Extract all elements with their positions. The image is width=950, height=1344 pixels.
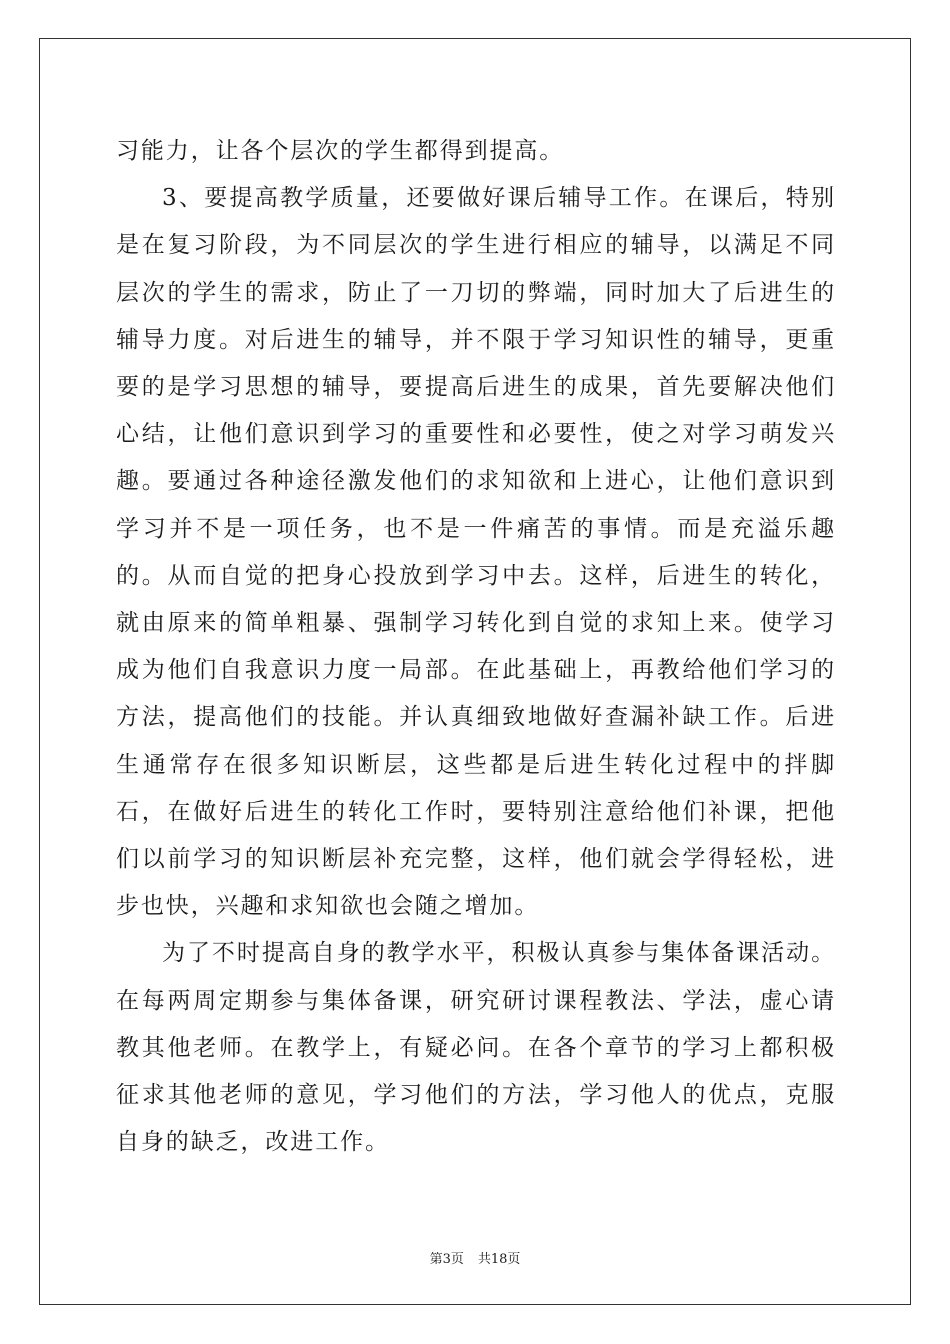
paragraph-lesson-preparation: 为了不时提高自身的教学水平，积极认真参与集体备课活动。在每两周定期参与集体备课，研究研讨课程教法、学法，虚心请教其他老师。在教学上，有疑必问。在各个章节的学习上都积极征求其他老师的意见，学习他们的方法，学习他人的优点，克服自身的缺乏，改进工作。 bbox=[116, 940, 836, 1156]
document-body bbox=[116, 128, 836, 1166]
page-number: 第3页 bbox=[429, 1252, 464, 1267]
page-total: 共18页 bbox=[477, 1252, 521, 1267]
paragraph-continuation: 习能力，让各个层次的学生都得到提高。 bbox=[116, 138, 565, 164]
page-footer bbox=[0, 1248, 950, 1267]
paragraph-tutoring: 3、要提高教学质量，还要做好课后辅导工作。在课后，特别是在复习阶段，为不同层次的学生进行相应的辅导，以满足不同层次的学生的需求，防止了一刀切的弊端，同时加大了后进生的辅导力度。对后进生的辅导，并不限于学习知识性的辅导，更重要的是学习思想的辅导，要提高后进生的成果，首先要解决他们心结，让他们意识到学习的重要性和必要性，使之对学习萌发兴趣。要通过各种途径激发他们的求知欲和上进心，让他们意识到学习并不是一项任务，也不是一件痛苦的事情。而是充溢乐趣的。从而自觉的把身心投放到学习中去。这样，后进生的转化，就由原来的简单粗暴、强制学习转化到自觉的求知上来。使学习成为他们自我意识力度一局部。在此基础上，再教给他们学习的方法，提高他们的技能。并认真细致地做好查漏补缺工作。后进生通常存在很多知识断层，这些都是后进生转化过程中的拌脚石，在做好后进生的转化工作时，要特别注意给他们补课，把他们以前学习的知识断层补充完整，这样，他们就会学得轻松，进步也快，兴趣和求知欲也会随之增加。 bbox=[116, 185, 836, 920]
